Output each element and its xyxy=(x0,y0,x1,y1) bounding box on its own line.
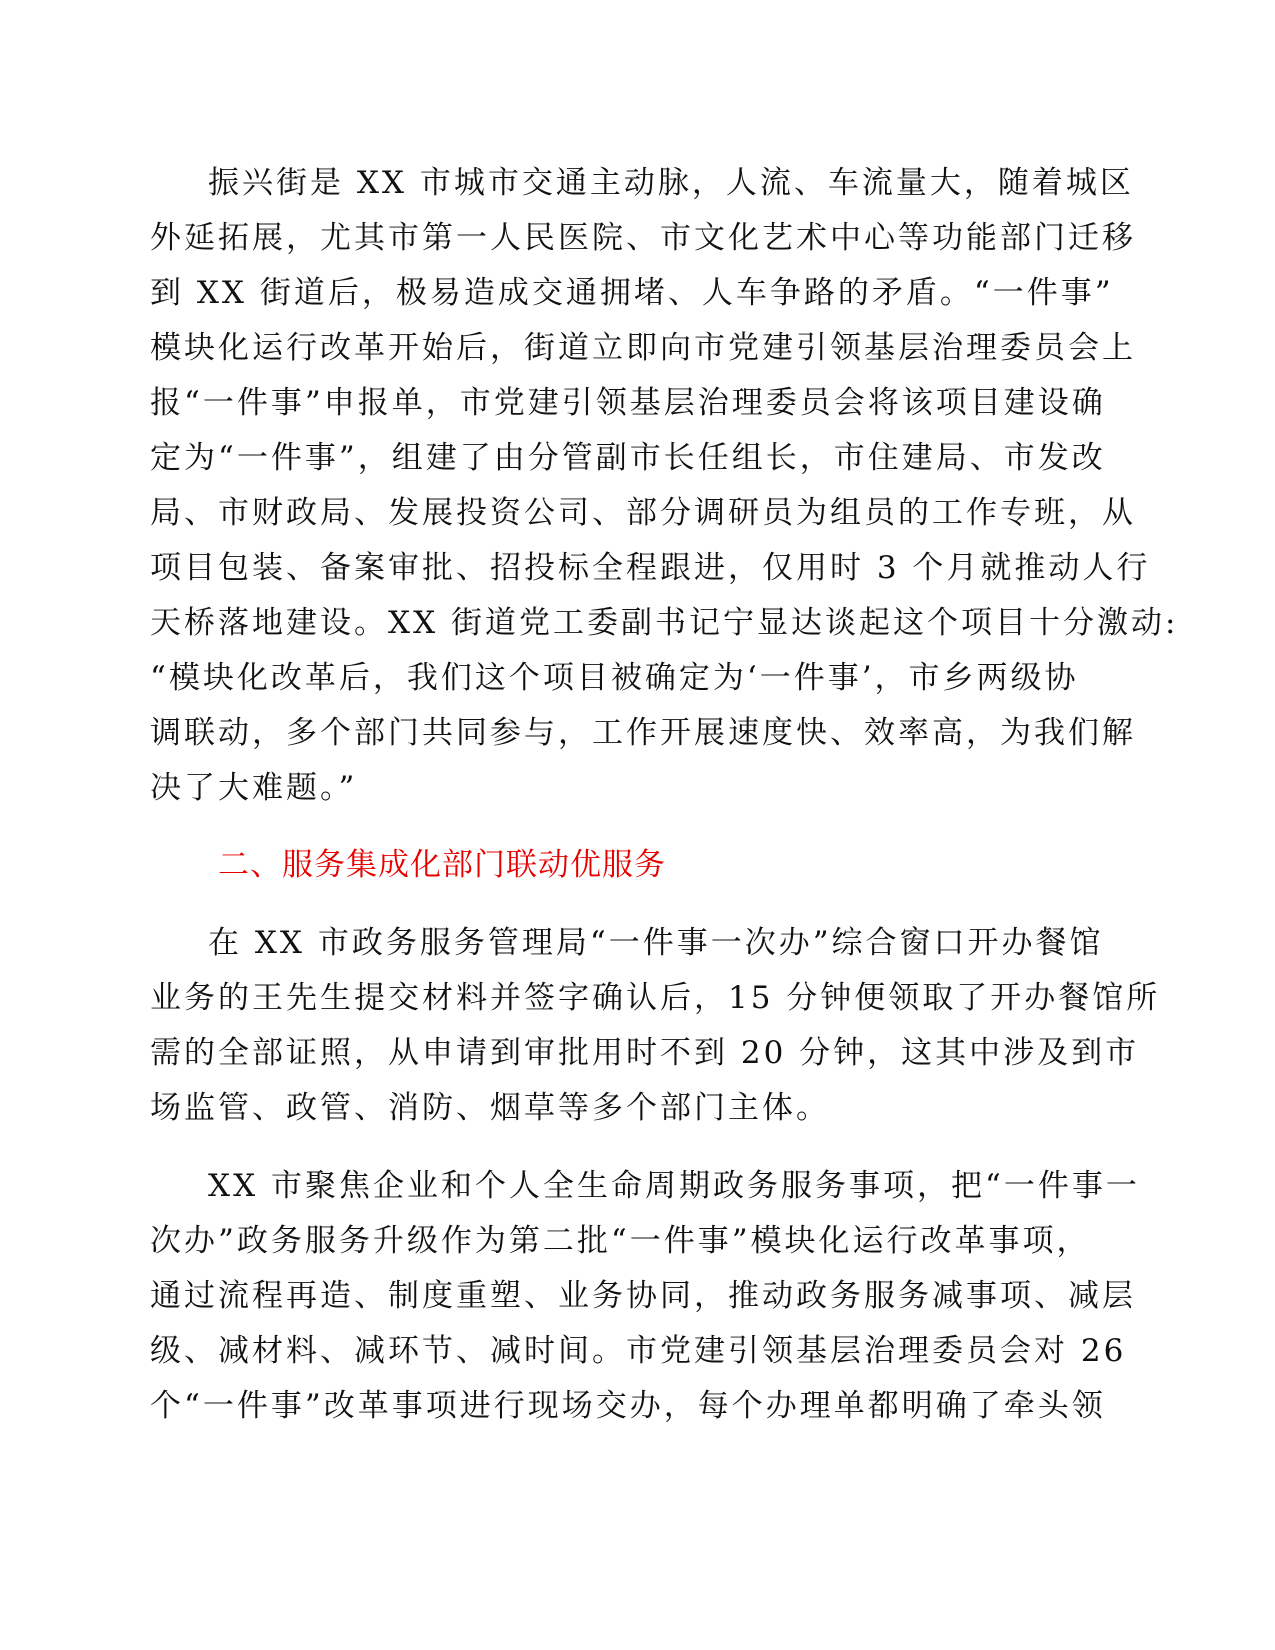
text-line: 需的全部证照，从申请到审批用时不到 20 分钟，这其中涉及到市 xyxy=(150,1035,1140,1071)
text-line: 通过流程再造、制度重塑、业务协同，推动政务服务减事项、减层 xyxy=(150,1278,1136,1314)
text-line: 模块化运行改革开始后，街道立即向市党建引领基层治理委员会上 xyxy=(150,330,1136,366)
text-line: 调联动，多个部门共同参与，工作开展速度快、效率高，为我们解 xyxy=(150,715,1136,751)
text-line: 个“一件事”改革事项进行现场交办，每个办理单都明确了牵头领 xyxy=(150,1388,1106,1424)
text-line: 天桥落地建设。XX 街道党工委副书记宁显达谈起这个项目十分激动: xyxy=(150,605,1179,641)
text-line: 局、市财政局、发展投资公司、部分调研员为组员的工作专班，从 xyxy=(150,495,1136,531)
text-line: 振兴街是 XX 市城市交通主动脉，人流、车流量大，随着城区 xyxy=(208,165,1134,201)
text-line: 在 XX 市政务服务管理局“一件事一次办”综合窗口开办餐馆 xyxy=(208,925,1104,961)
text-line: 业务的王先生提交材料并签字确认后，15 分钟便领取了开办餐馆所 xyxy=(150,980,1161,1016)
text-line: XX 市聚焦企业和个人全生命周期政务服务事项，把“一件事一 xyxy=(208,1168,1140,1204)
text-line: 决了大难题。” xyxy=(150,770,358,806)
text-line: “模块化改革后，我们这个项目被确定为‘一件事’，市乡两级协 xyxy=(150,660,1079,696)
text-line: 级、减材料、减环节、减时间。市党建引领基层治理委员会对 26 xyxy=(150,1333,1127,1369)
text-line: 定为“一件事”，组建了由分管副市长任组长，市住建局、市发改 xyxy=(150,440,1106,476)
text-line: 到 XX 街道后，极易造成交通拥堵、人车争路的矛盾。“一件事” xyxy=(150,275,1114,311)
text-line: 场监管、政管、消防、烟草等多个部门主体。 xyxy=(150,1090,830,1126)
text-line: 次办”政务服务升级作为第二批“一件事”模块化运行改革事项， xyxy=(150,1223,1091,1259)
section-heading: 二、服务集成化部门联动优服务 xyxy=(218,847,666,883)
text-line: 报“一件事”申报单，市党建引领基层治理委员会将该项目建设确 xyxy=(150,385,1106,421)
text-line: 项目包装、备案审批、招投标全程跟进，仅用时 3 个月就推动人行 xyxy=(150,550,1151,586)
text-line: 外延拓展，尤其市第一人民医院、市文化艺术中心等功能部门迁移 xyxy=(150,220,1136,256)
